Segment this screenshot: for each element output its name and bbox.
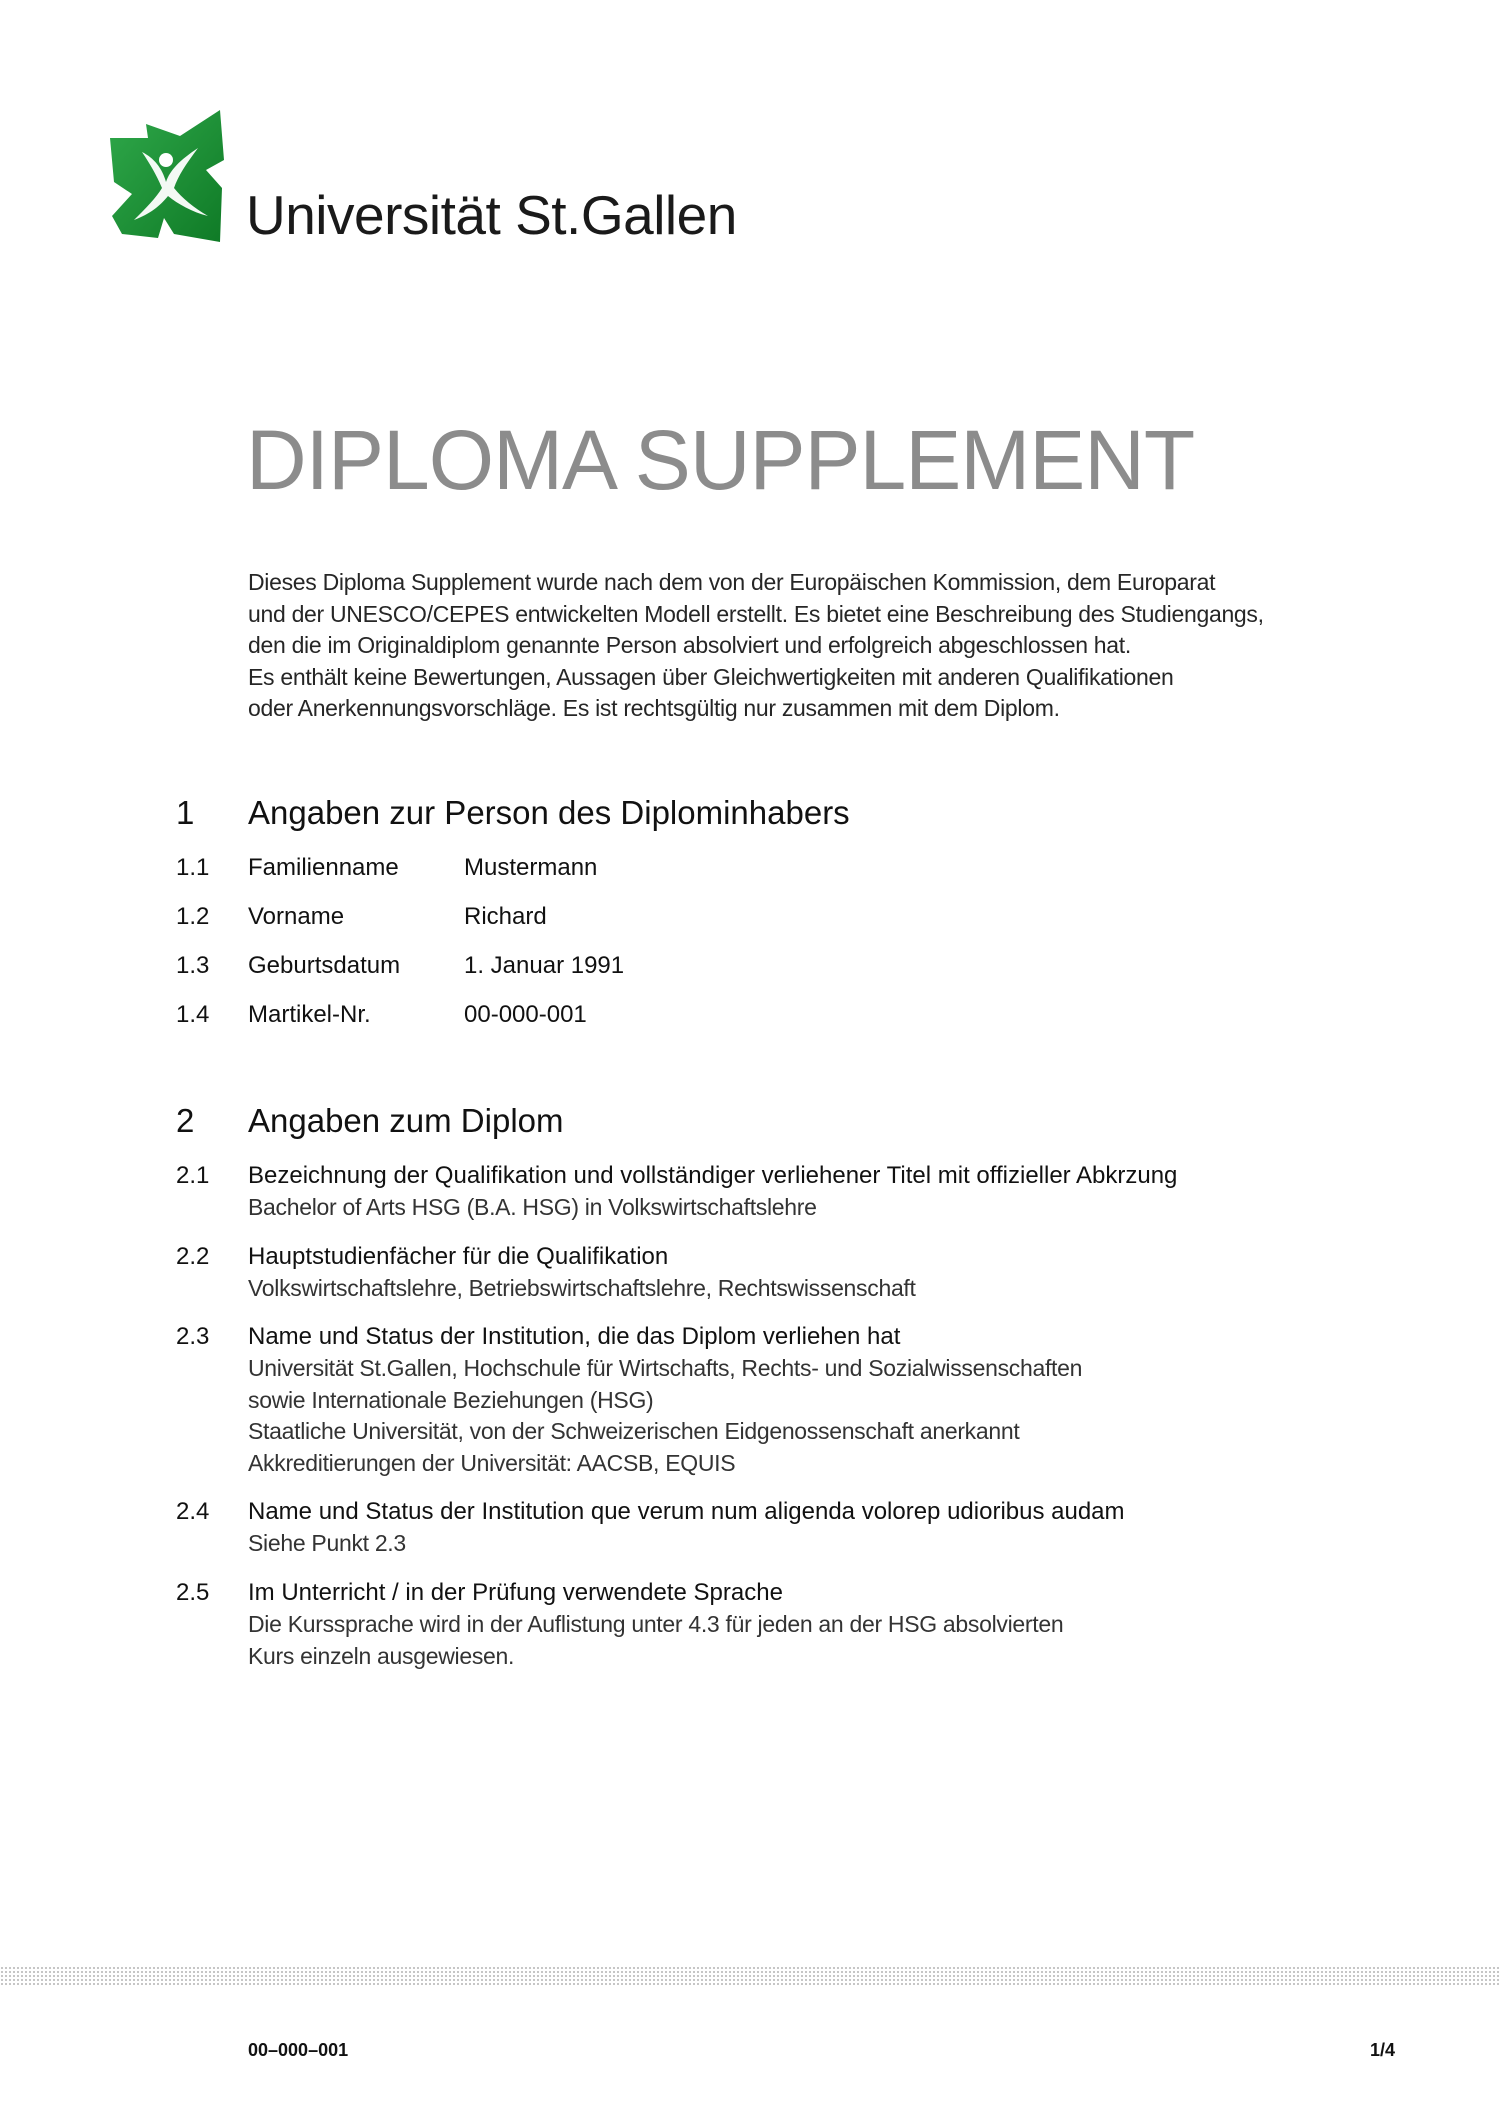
field-label: Familienname: [248, 854, 399, 881]
item-value-line: Bachelor of Arts HSG (B.A. HSG) in Volkswirtschaftslehre: [248, 1194, 817, 1220]
section-title: Angaben zum Diplom: [248, 1102, 564, 1139]
field-value: Richard: [464, 903, 547, 930]
intro-line: und der UNESCO/CEPES entwickelten Modell erstellt. Es bietet eine Beschreibung des Studiengangs,: [248, 600, 1264, 627]
field-value: 00-000-001: [464, 1001, 587, 1028]
document-title: DIPLOMA SUPPLEMENT: [246, 413, 1195, 507]
hsg-logo-icon: [108, 108, 228, 242]
item-2-3: [176, 1321, 1326, 1479]
section-number: 2: [176, 1102, 195, 1139]
item-value-line: Kurs einzeln ausgewiesen.: [248, 1642, 515, 1669]
field-number: 1.4: [176, 1001, 210, 1028]
section-title: Angaben zur Person des Diplominhabers: [248, 794, 850, 831]
intro-line: Dieses Diploma Supplement wurde nach dem von der Europäischen Kommission, dem Europarat: [248, 569, 1216, 595]
field-martikel-nr: [176, 999, 587, 1031]
item-2-1: [176, 1160, 1326, 1224]
item-number: 2.4: [176, 1498, 210, 1525]
item-2-2: [176, 1241, 1326, 1305]
field-label: Vorname: [248, 903, 345, 930]
section-number: 1: [176, 794, 195, 831]
field-geburtsdatum: [176, 950, 624, 982]
field-value: 1. Januar 1991: [464, 952, 625, 979]
field-value: Mustermann: [464, 854, 598, 881]
university-name: Universität St.Gallen: [246, 184, 737, 246]
item-heading: Im Unterricht / in der Prüfung verwendete Sprache: [248, 1579, 783, 1606]
footer-page-number: 1/4: [1370, 2040, 1396, 2060]
item-number: 2.5: [176, 1579, 210, 1606]
section-1-heading: [176, 792, 850, 834]
item-value-line: Staatliche Universität, von der Schweizerischen Eidgenossenschaft anerkannt: [248, 1418, 1020, 1444]
intro-line: oder Anerkennungsvorschläge. Es ist rechtsgültig nur zusammen mit dem Diplom.: [248, 695, 1060, 721]
item-heading: Bezeichnung der Qualifikation und vollständiger verliehener Titel mit offizieller Abkrzung: [248, 1162, 1178, 1189]
item-2-5: [176, 1577, 1326, 1672]
item-value-line: sowie Internationale Beziehungen (HSG): [248, 1386, 654, 1413]
section-2-heading: [176, 1100, 564, 1142]
field-vorname: [176, 901, 547, 933]
item-heading: Name und Status der Institution, die das Diplom verliehen hat: [248, 1323, 901, 1350]
field-label: Geburtsdatum: [248, 952, 401, 979]
field-number: 1.3: [176, 952, 210, 979]
item-number: 2.2: [176, 1243, 210, 1270]
item-value-line: Siehe Punkt 2.3: [248, 1530, 406, 1556]
field-number: 1.2: [176, 903, 210, 930]
intro-line: Es enthält keine Bewertungen, Aussagen über Gleichwertigkeiten mit anderen Qualifikationen: [248, 663, 1174, 690]
item-value-line: Akkreditierungen der Universität: AACSB, EQUIS: [248, 1449, 736, 1476]
field-number: 1.1: [176, 854, 210, 881]
item-number: 2.1: [176, 1162, 210, 1189]
intro-line: den die im Originaldiplom genannte Person absolviert und erfolgreich abgeschlossen hat.: [248, 632, 1131, 658]
item-heading: Hauptstudienfächer für die Qualifikation: [248, 1243, 669, 1270]
dotted-divider: [0, 1966, 1500, 1986]
item-heading: Name und Status der Institution que verum num aligenda volorep udioribus audam: [248, 1498, 1125, 1525]
intro-paragraph: [248, 567, 1268, 725]
item-number: 2.3: [176, 1323, 210, 1350]
item-value-line: Die Kurssprache wird in der Auflistung unter 4.3 für jeden an der HSG absolvierten: [248, 1611, 1064, 1637]
item-value-line: Volkswirtschaftslehre, Betriebswirtschaftslehre, Rechtswissenschaft: [248, 1275, 916, 1301]
footer-document-id: 00–000–001: [248, 2040, 349, 2060]
field-label: Martikel-Nr.: [248, 1001, 371, 1028]
item-2-4: [176, 1496, 1326, 1560]
field-familienname: [176, 852, 597, 884]
item-value-line: Universität St.Gallen, Hochschule für Wirtschafts, Rechts- und Sozialwissenschaften: [248, 1355, 1083, 1381]
